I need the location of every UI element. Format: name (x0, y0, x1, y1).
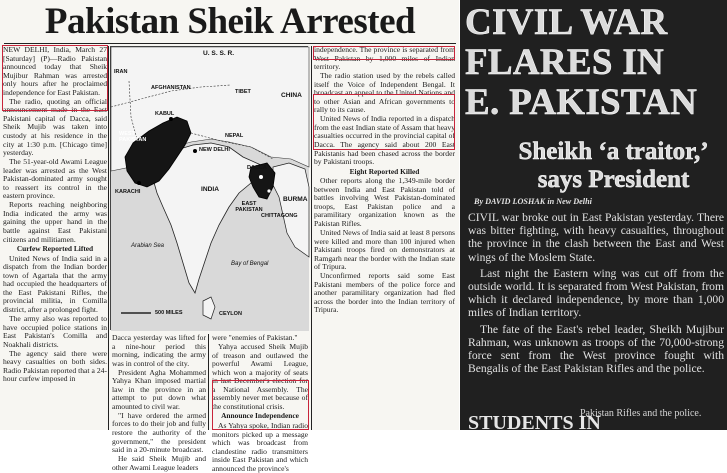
map-label-burma: BURMA (283, 196, 308, 203)
map-label-nepal: NEPAL (225, 133, 244, 139)
map-dot-chittagong (267, 189, 270, 192)
right-headline-line-1: CIVIL WAR (465, 2, 668, 43)
map-label-china: CHINA (281, 92, 302, 99)
map-label-bay-of-bengal: Bay of Bengal (231, 261, 269, 267)
col1-para-6: The army also was reported to have occupied police stations in East Pakistan's Comilla and Noakhali districts. (3, 313, 107, 349)
left-column-3 (212, 333, 308, 473)
col2-para-1: Dacca yesterday was lifted for a nine-hour period this morning, indicating the army was in control of the city. (112, 333, 206, 368)
region-map (110, 46, 308, 330)
map-label-ussr: U. S. S. R. (203, 50, 235, 57)
map-label-iran: IRAN (114, 69, 128, 75)
map-label-tibet: TIBET (235, 89, 251, 95)
col3-para-3: As Yahya spoke, Indian radio monitors picked up a message which was broadcast from clandestine radio transmitters inside East Pakistan and which announced the province's (212, 420, 308, 473)
col1-para-1: NEW DELHI, India, March 27 [Saturday] (P)—Radio Pakistan announced today that Sheik Mujibur Rahman was arrested only hours after he proclaimed independence for East Pakistan. (3, 45, 107, 97)
col2-para-3: "I have ordered the armed forces to do their job and fully restore the authority of the government," the president said in a 20-minute broadcast. (112, 410, 206, 455)
right-subheadline (500, 138, 727, 194)
right-students-tail: Pakistan Rifles and the police. (580, 408, 702, 419)
map-label-scale: 500 MILES (155, 310, 183, 316)
col4-para-4: Other reports along the 1,349-mile border between India and East Pakistan told of battles involving West Pakistan-dominated troops, East Pakistan police and a paramilitary organization known as the Pakistan Rifles. (314, 176, 455, 228)
right-byline: By DAVID LOSHAK in New Delhi (474, 197, 592, 206)
col4-para-5: United News of India said at least 8 persons were killed and more than 100 injured when Pakistani troops fired on demonstrators at Ramgarh near the border with the Indian state of Tripura. (314, 227, 455, 272)
map-label-west-pakistan: WEST PAKISTAN (119, 131, 147, 143)
left-column-2 (112, 333, 206, 472)
map-dot-new-delhi (193, 149, 197, 153)
right-para-2: Last night the Eastern wing was cut off from the outside world. It is separated from West Pakistan, from which it declared independence, by more than 1,000 miles of Indian territory. (468, 266, 724, 320)
col1-para-7: The agency said there were heavy casualties on both sides. Radio Pakistan reported that a 24-hour curfew imposed in (3, 348, 107, 384)
right-subheadline-line-2: says President (537, 166, 690, 193)
map-label-chittagong: CHITTAGONG (261, 213, 298, 219)
map-label-arabian-sea: Arabian Sea (131, 243, 165, 249)
col4-para-3: United News of India reported in a dispatch from the east Indian state of Assam that heavy casualties occurred in the provincial capital of Dacca. The agency said about 200 East Pakistanis had been chased across the border by Pakistani troops. (314, 114, 455, 167)
col1-para-2: The radio, quoting an official announcement made in the East Pakistani capital of Dacca, said Sheik Mujib was taken into custody at his residence in the city at 1:30 p.m. [Chicago time] yesterday. (3, 96, 107, 158)
right-clipping (460, 0, 727, 434)
map-label-ceylon: CEYLON (219, 311, 242, 317)
map-label-afghanistan: AFGHANISTAN (151, 85, 191, 91)
right-students-heading: STUDENTS IN (468, 412, 601, 434)
left-column-1 (3, 46, 107, 430)
right-body (468, 211, 724, 378)
right-para-1: CIVIL war broke out in East Pakistan yesterday. There was bitter fighting, with heavy casualties, throughout the province in the clash between the East and West wings of the Moslem State. (468, 211, 724, 264)
col4-subhead: Eight Reported Killed (349, 166, 420, 176)
column-rule-2 (208, 334, 209, 430)
col3-para-2: Yahya accused Sheik Mujib of treason and outlawed the powerful Awami League, which won a majority of seats in last December's election for a National Assembly. The assembly never met because of the constitutional crisis. (212, 342, 308, 411)
col3-para-1: were "enemies of Pakistan." (212, 333, 298, 342)
right-para-3: The fate of the East's rebel leader, Sheikh Mujibur Rahman, was unknown as troops of the 70,000-strong force sent from the West province fought with Bengalis of the East Pakistan Rifles and the police. (468, 322, 724, 376)
map-dot-karachi (137, 181, 141, 185)
right-headline-line-3: E. PAKISTAN (465, 82, 698, 123)
map-label-kabul: KABUL (155, 111, 175, 117)
column-rule-3 (311, 46, 312, 430)
col1-para-5: United News of India said in a dispatch from the Indian border town of Agartala that the army had occupied the headquarters of the East Pakistani Rifles, the provincial militia, in Comilla district, after a prolonged fight. (3, 253, 107, 314)
col1-subhead: Curfew Reported Lifted (16, 244, 94, 254)
map-dot-dacca (259, 175, 263, 179)
map-label-new-delhi: NEW DELHI (199, 147, 230, 153)
col4-para-6: Unconfirmed reports said some East Pakistani members of the police force and another paramilitary organization had fled across the border into the Indian territory of Tripura. (314, 271, 455, 315)
left-headline: Pakistan Sheik Arrested (44, 1, 416, 42)
col2-para-4: He said Sheik Mujib and other Awami League leaders (112, 454, 206, 472)
column-rule-1 (108, 46, 109, 430)
map-label-karachi: KARACHI (115, 189, 141, 195)
right-headline-line-2: FLARES IN (465, 42, 665, 83)
map-label-dacca: DACCA (247, 165, 267, 171)
left-column-4 (314, 46, 455, 430)
col4-para-1: independence. The province is separated from West Pakistan by 1,000 miles of Indian territory. (314, 45, 455, 72)
map-label-india: INDIA (201, 186, 219, 193)
map-dot-kabul (169, 117, 173, 121)
map-label-east-pakistan: EAST PAKISTAN (235, 201, 263, 213)
col2-para-2: President Agha Mohammed Yahya Khan imposed martial law in the province in an attempt to put down what amounted to civil war. (112, 367, 206, 411)
col4-para-2: The radio station used by the rebels called itself the Voice of Independent Bengal. It broadcast an appeal to the United Nations and to other Asian and African governments to rally to its cause. (314, 71, 455, 115)
col1-para-4: Reports reaching neighboring India indicated the army was gaining the upper hand in the battle against East Pakistani citizens and militiamen. (3, 200, 107, 244)
col3-subhead: Announce Independence (221, 411, 299, 421)
col1-para-3: The 51-year-old Awami League leader was arrested as the West Pakistan-dominated army sought to reassert its control in the eastern province. (3, 157, 107, 201)
headline-rule (4, 43, 456, 44)
right-headline (465, 3, 727, 123)
right-subheadline-line-1: Sheikh ‘a traitor,’ (518, 138, 709, 165)
